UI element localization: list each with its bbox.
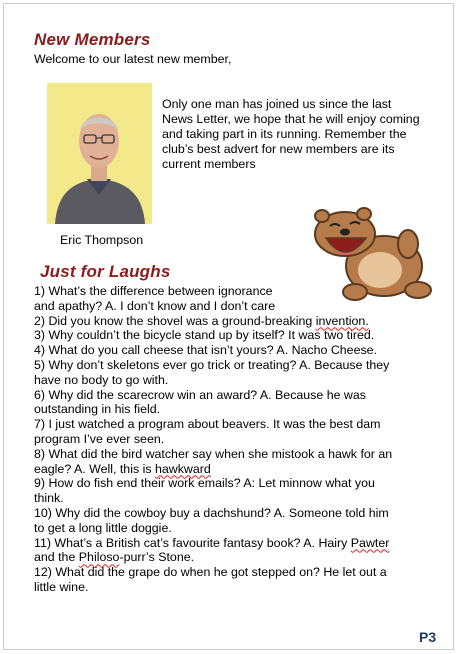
welcome-text: Welcome to our latest new member, <box>34 52 232 66</box>
joke-line: outstanding in his field. <box>34 402 161 417</box>
intro-paragraph: Only one man has joined us since the last News Letter, we hope that he will enjoy coming and taking part in its running. Remember the club’s best advert for new members are its current members <box>162 97 420 171</box>
joke-line: 9) How do fish end their work emails? A: Let minnow what you <box>34 476 375 491</box>
joke-line: 4) What do you call cheese that isn’t yours? A. Nacho Cheese. <box>34 343 377 358</box>
joke-line: 12) What did the grape do when he got stepped on? He let out a <box>34 565 387 580</box>
joke-line-text: eagle? A. Well, this is <box>34 461 155 476</box>
joke-line: 8) What did the bird watcher say when she mistook a hawk for an <box>34 446 393 461</box>
joke-line <box>34 536 434 551</box>
joke-line: little wine. <box>34 579 89 594</box>
joke-line <box>34 550 434 565</box>
joke-line-text: 2) Did you know the shovel was a ground-breaking <box>34 313 316 328</box>
joke-line: 3) Why couldn’t the bicycle stand up by itself? It was two tired. <box>34 328 375 343</box>
just-for-laughs-heading: Just for Laughs <box>40 262 171 281</box>
joke-line: 5) Why don’t skeletons ever go trick or treating? A. Because they <box>34 357 390 372</box>
joke-line: 10) Why did the cowboy buy a dachshund? A. Someone told him <box>34 505 389 520</box>
jokes-list <box>34 284 434 595</box>
joke-line: to get a long little doggie. <box>34 520 172 535</box>
joke-line: 7) I just watched a program about beavers. It was the best dam <box>34 417 381 432</box>
new-members-heading: New Members <box>34 30 151 49</box>
spellcheck-word: Philoso <box>78 550 120 565</box>
page-number: P3 <box>419 629 437 645</box>
spellcheck-word: hawkward <box>154 461 211 476</box>
member-photo <box>47 83 152 224</box>
joke-line: program I’ve ever seen. <box>34 431 165 446</box>
joke-line-text: -purr’s Stone. <box>119 550 195 565</box>
photo-caption: Eric Thompson <box>60 233 144 247</box>
joke-line: and apathy? A. I don’t know and I don’t care <box>34 298 276 313</box>
spellcheck-word: invention. <box>315 313 369 328</box>
joke-line: think. <box>34 491 64 506</box>
joke-line-text: and the <box>34 550 79 565</box>
joke-line: 1) What’s the difference between ignorance <box>34 284 273 298</box>
joke-line: 6) Why did the scarecrow win an award? A. Because he was <box>34 387 366 402</box>
joke-line: have no body to go with. <box>34 372 169 387</box>
joke-line <box>34 314 434 329</box>
spellcheck-word: Pawter <box>350 535 390 550</box>
joke-line-text: 11) What’s a British cat’s favourite fantasy book? A. Hairy <box>34 535 351 550</box>
joke-line <box>34 462 434 477</box>
